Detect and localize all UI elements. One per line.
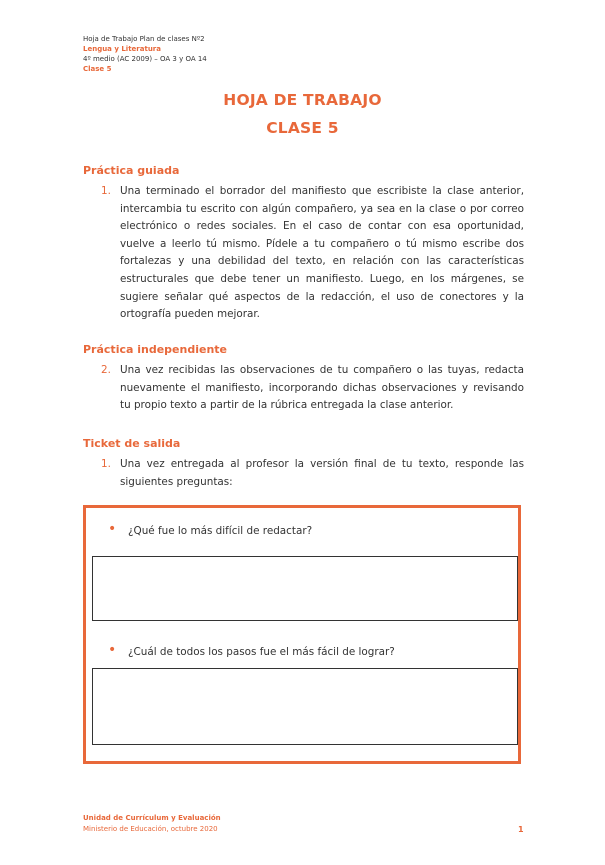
bullet-icon: • <box>108 642 117 658</box>
ticket-item <box>101 456 524 491</box>
exit-ticket-box <box>83 505 521 764</box>
question-2-text: ¿Cuál de todos los pasos fue el más fácil de lograr? <box>128 646 395 658</box>
document-footer <box>83 813 221 835</box>
header-subject: Lengua y Literatura <box>83 45 161 53</box>
guided-item <box>101 183 524 324</box>
guided-item-text: Una terminado el borrador del manifiesto que escribiste la clase anterior, intercambia tu escrito con algún compañero, ya sea en la clase o por correo electrónico o redes sociales. En el caso de contar con esa oportunidad, vuelve a leerlo tú mismo. Pídele a tu compañero o tú mismo escribe dos fortalezas y una debilidad del texto, en relación con las características estructurales que debe tener un manifiesto. Luego, en los márgenes, se sugiere señalar qué aspectos de la redacción, el uso de conectores y la ortografía pueden mejorar. <box>120 185 524 321</box>
page-subtitle: CLASE 5 <box>266 119 339 137</box>
page-title: HOJA DE TRABAJO <box>223 91 382 109</box>
ticket-item-number: 1. <box>101 458 111 470</box>
header-plan-title: Hoja de Trabajo Plan de clases Nº2 <box>83 35 205 43</box>
independent-item-number: 2. <box>101 364 111 376</box>
ticket-item-text: Una vez entregada al profesor la versión final de tu texto, responde las siguientes preguntas: <box>120 458 524 488</box>
section-heading-ticket: Ticket de salida <box>83 437 181 450</box>
page-number: 1 <box>518 825 524 834</box>
independent-item-text: Una vez recibidas las observaciones de tu compañero o las tuyas, redacta nuevamente el manifiesto, incorporando dichas observaciones y revisando tu propio texto a partir de la rúbrica entregada la clase anterior. <box>120 364 524 412</box>
independent-item <box>101 362 524 415</box>
footer-unit: Unidad de Currículum y Evaluación <box>83 814 221 822</box>
footer-ministry: Ministerio de Educación, octubre 2020 <box>83 825 218 833</box>
question-2 <box>108 642 395 658</box>
answer-field-1[interactable] <box>92 556 518 621</box>
header-class: Clase 5 <box>83 65 112 73</box>
question-1-text: ¿Qué fue lo más difícil de redactar? <box>128 525 313 537</box>
section-heading-guided: Práctica guiada <box>83 164 180 177</box>
question-1 <box>108 521 313 537</box>
document-header <box>83 34 207 74</box>
answer-field-2[interactable] <box>92 668 518 745</box>
bullet-icon: • <box>108 521 117 537</box>
header-level: 4º medio (AC 2009) – OA 3 y OA 14 <box>83 55 207 63</box>
guided-item-number: 1. <box>101 185 111 197</box>
section-heading-independent: Práctica independiente <box>83 343 227 356</box>
